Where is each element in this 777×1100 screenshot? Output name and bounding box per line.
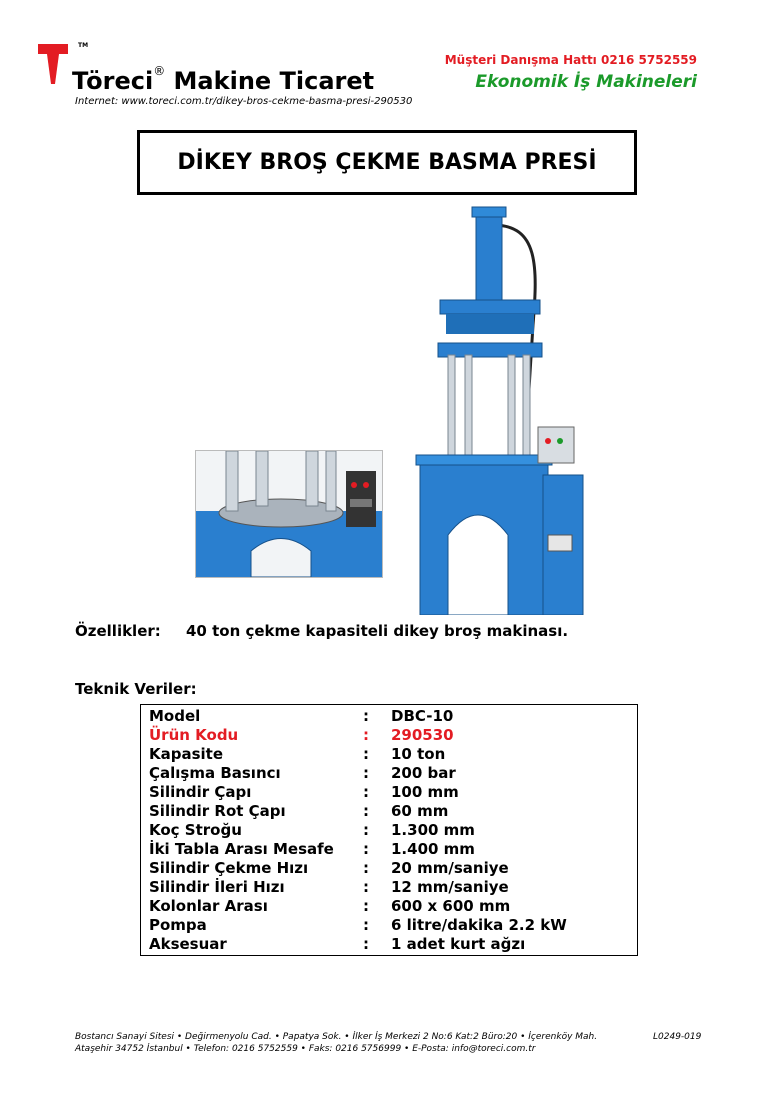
slogan-text: Ekonomik İş Makineleri xyxy=(475,72,697,92)
technical-data-label: Teknik Veriler: xyxy=(75,680,197,698)
spec-row-capacity xyxy=(141,745,637,764)
spec-value: 600 x 600 mm xyxy=(391,897,511,915)
spec-key: Silindir Rot Çapı xyxy=(149,802,286,820)
spec-key: Kapasite xyxy=(149,745,224,763)
spec-row-table-distance xyxy=(141,840,637,859)
spec-key: İki Tabla Arası Mesafe xyxy=(149,840,334,858)
spec-row-forward-speed xyxy=(141,878,637,897)
spec-sep: : xyxy=(363,897,369,915)
toreci-logo-icon xyxy=(38,42,89,84)
spec-value: 1.400 mm xyxy=(391,840,475,858)
spec-sep: : xyxy=(363,745,369,763)
spec-row-rod-diameter xyxy=(141,802,637,821)
features-value: 40 ton çekme kapasiteli dikey broş makinası. xyxy=(186,622,569,640)
spec-sep: : xyxy=(363,821,369,839)
brand-suffix: Makine Ticaret xyxy=(173,67,375,95)
document-code: L0249-019 xyxy=(653,1032,702,1042)
spec-sep: : xyxy=(363,859,369,877)
product-title: DİKEY BROŞ ÇEKME BASMA PRESİ xyxy=(177,150,597,175)
product-title-box xyxy=(137,130,637,195)
spec-value: 1 adet kurt ağzı xyxy=(391,935,526,953)
spec-sep: : xyxy=(363,916,369,934)
spec-row-cylinder-diameter xyxy=(141,783,637,802)
spec-value: 12 mm/saniye xyxy=(391,878,509,896)
spec-key: Aksesuar xyxy=(149,935,227,953)
spec-key: Pompa xyxy=(149,916,207,934)
spec-row-column-distance xyxy=(141,897,637,916)
registered-mark: ® xyxy=(153,64,166,78)
spec-table xyxy=(140,704,638,956)
spec-row-ram-stroke xyxy=(141,821,637,840)
spec-key: Silindir Çekme Hızı xyxy=(149,859,309,877)
footer-address-line2: Ataşehir 34752 İstanbul • Telefon: 0216 5752559 • Faks: 0216 5756999 • E-Posta: info@toreci.com.tr xyxy=(75,1044,536,1054)
spec-key: Çalışma Basıncı xyxy=(149,764,281,782)
spec-value: 6 litre/dakika 2.2 kW xyxy=(391,916,567,934)
spec-sep: : xyxy=(363,764,369,782)
spec-row-pump xyxy=(141,916,637,935)
spec-value: 100 mm xyxy=(391,783,459,801)
spec-key: Ürün Kodu xyxy=(149,726,239,744)
machine-photo xyxy=(398,205,588,615)
spec-value: 60 mm xyxy=(391,802,449,820)
spec-key: Kolonlar Arası xyxy=(149,897,268,915)
footer-address-line1: Bostancı Sanayi Sitesi • Değirmenyolu Cad. • Papatya Sok. • İlker İş Merkezi 2 No:6 Kat:2 Büro:20 • İçerenköy Mah. xyxy=(75,1032,598,1042)
hotline-text: Müşteri Danışma Hattı 0216 5752559 xyxy=(444,53,697,67)
trademark-mark: TM xyxy=(78,42,89,49)
spec-row-working-pressure xyxy=(141,764,637,783)
spec-sep: : xyxy=(363,726,369,744)
spec-value: DBC-10 xyxy=(391,707,454,725)
spec-value: 10 ton xyxy=(391,745,446,763)
page-url[interactable]: Internet: www.toreci.com.tr/dikey-bros-cekme-basma-presi-290530 xyxy=(75,96,413,107)
spec-row-accessory xyxy=(141,935,637,954)
spec-sep: : xyxy=(363,802,369,820)
spec-key: Koç Stroğu xyxy=(149,821,242,839)
spec-row-product-code xyxy=(141,726,637,745)
spec-value: 290530 xyxy=(391,726,454,744)
features-label: Özellikler: xyxy=(75,622,161,640)
spec-sep: : xyxy=(363,840,369,858)
spec-key: Silindir İleri Hızı xyxy=(149,878,285,896)
spec-sep: : xyxy=(363,935,369,953)
spec-value: 200 bar xyxy=(391,764,456,782)
spec-row-model xyxy=(141,707,637,726)
machine-detail-photo xyxy=(195,450,383,578)
spec-value: 1.300 mm xyxy=(391,821,475,839)
spec-value: 20 mm/saniye xyxy=(391,859,509,877)
spec-sep: : xyxy=(363,707,369,725)
spec-sep: : xyxy=(363,783,369,801)
spec-sep: : xyxy=(363,878,369,896)
spec-row-pull-speed xyxy=(141,859,637,878)
spec-key: Model xyxy=(149,707,201,725)
spec-key: Silindir Çapı xyxy=(149,783,252,801)
brand-name-text: Töreci xyxy=(72,67,154,95)
brand-name xyxy=(72,64,374,95)
